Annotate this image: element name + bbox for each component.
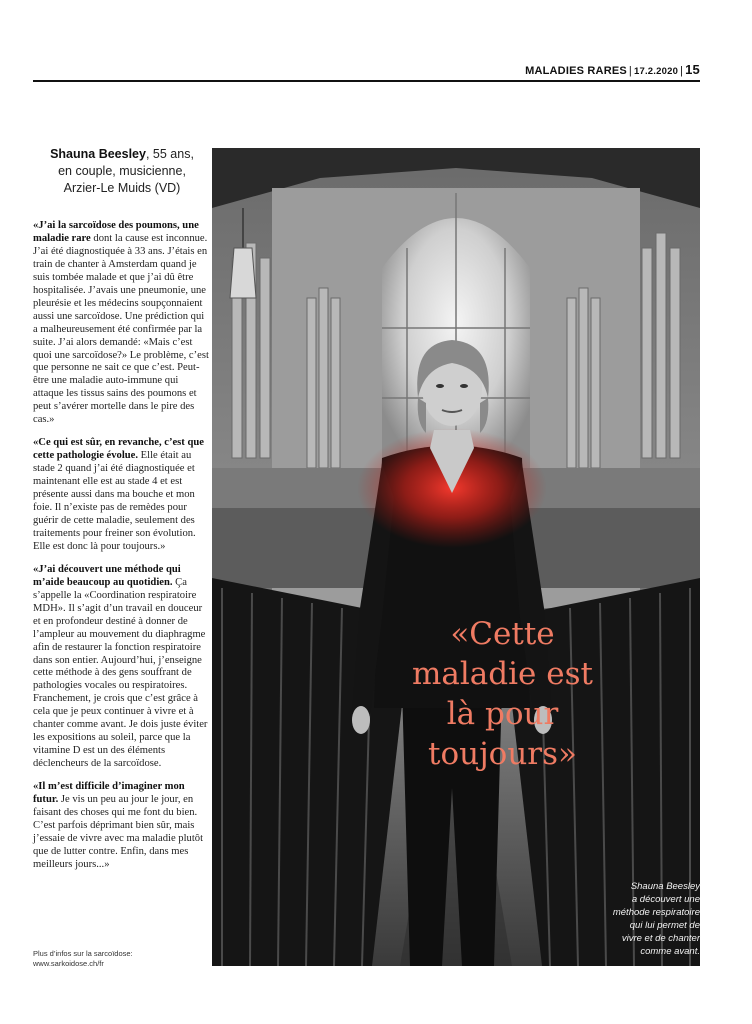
caption-line: Shauna Beesley (630, 881, 700, 892)
pull-quote-line: maladie est (412, 656, 593, 692)
caption-line: qui lui permet de (629, 920, 700, 931)
paragraph-lead: «J’ai découvert une méthode qui m’aide beaucoup au quotidien. (33, 563, 181, 588)
byline-details-2: en couple, musicienne, (58, 164, 186, 178)
pull-quote (212, 614, 700, 774)
byline-details-3: Arzier-Le Muids (VD) (63, 181, 181, 195)
paragraph-lead: «Il m’est difficile d’imaginer mon futur. (33, 781, 185, 806)
header-rule (33, 80, 700, 82)
byline (33, 146, 211, 197)
article-paragraph (33, 437, 209, 554)
caption-line: a découvert une (631, 894, 700, 905)
paragraph-text: Elle était au stade 2 quand j’ai été diagnostiquée et maintenant elle est au stade 4 et est présente aussi dans ma bouche et mon foie. Il n’existe pas de remèdes pour guérir de cette maladie, seulement des traitements pour freiner son évolution. Elle est donc là pour toujours.» (33, 450, 196, 552)
byline-name: Shauna Beesley (50, 147, 146, 161)
paragraph-text: Je vis un peu au jour le jour, en faisant des choses qui me font du bien. C’est parfois déprimant bien sûr, mais j’essaie de vivre avec ma maladie plutôt que de lutter contre. Enfin, dans mes meilleurs jours...» (33, 794, 204, 870)
pull-quote-line: «Cette (450, 616, 555, 652)
photo-caption (560, 880, 700, 958)
church-photo-illustration (212, 148, 700, 966)
article-body (33, 220, 209, 882)
footnote-url: www.sarkoidose.ch/fr (33, 959, 104, 968)
caption-line: comme avant. (640, 946, 700, 957)
caption-line: vivre et de chanter (621, 933, 700, 944)
section-title: MALADIES RARES (525, 65, 627, 77)
header-separator: | (628, 65, 632, 77)
byline-details-1: , 55 ans, (145, 147, 194, 161)
paragraph-lead: «Ce qui est sûr, en revanche, c’est que cette pathologie évolue. (33, 437, 204, 462)
issue-date: 17.2.2020 (633, 66, 679, 77)
footnote-line: Plus d’infos sur la sarcoïdose: (33, 949, 133, 958)
portrait-photo (212, 148, 700, 966)
page-header (33, 62, 700, 80)
article-paragraph (33, 220, 209, 427)
caption-line: méthode respiratoire (612, 907, 700, 918)
pull-quote-line: toujours» (427, 736, 578, 772)
pull-quote-line: là pour (446, 696, 559, 732)
article-paragraph (33, 781, 209, 872)
article-paragraph (33, 564, 209, 771)
header-separator: | (680, 65, 684, 77)
paragraph-lead: «J’ai la sarcoïdose des poumons, une maladie rare (33, 220, 199, 244)
paragraph-text: Ça s’appelle la «Coordination respiratoire MDH». Il s’agit d’un travail en douceur et en profondeur destiné à donner de l’ampleur au mouvement du diaphragme afin de restaurer la fonction respiratoire dans son entier. Aujourd’hui, j’enseigne cette méthode à des gens souffrant de pathologies vocales ou respiratoires. Franchement, je crois que c’est grâce à cela que je peux continuer à vivre et à chanter comme avant. Je dois juste éviter les expositions au soleil, parce que la vitamine D est un des éléments déclencheurs de la sarcoïdose. (33, 576, 208, 770)
paragraph-text: dont la cause est inconnue. J’ai été diagnostiquée à 33 ans. J’étais en train de chanter à Amsterdam quand je suis tombée malade et que j’ai dû être hospitalisée. J’avais une pneumonie, une pleurésie et les médecins soupçonnaient aussi une sarcoïdose. Une prédiction qui a malheureusement été confirmée par la suite. J’ai alors demandé: «Mais c’est quoi une sarcoïdose?» Le problème, c’est que personne ne sait ce que c’est. Peut-être une maladie auto-immune qui attaque les tissus sains des poumons et peut s’avérer mortelle dans le pire des cas.» (33, 232, 209, 426)
footnote (33, 949, 209, 969)
page-number: 15 (685, 62, 700, 77)
